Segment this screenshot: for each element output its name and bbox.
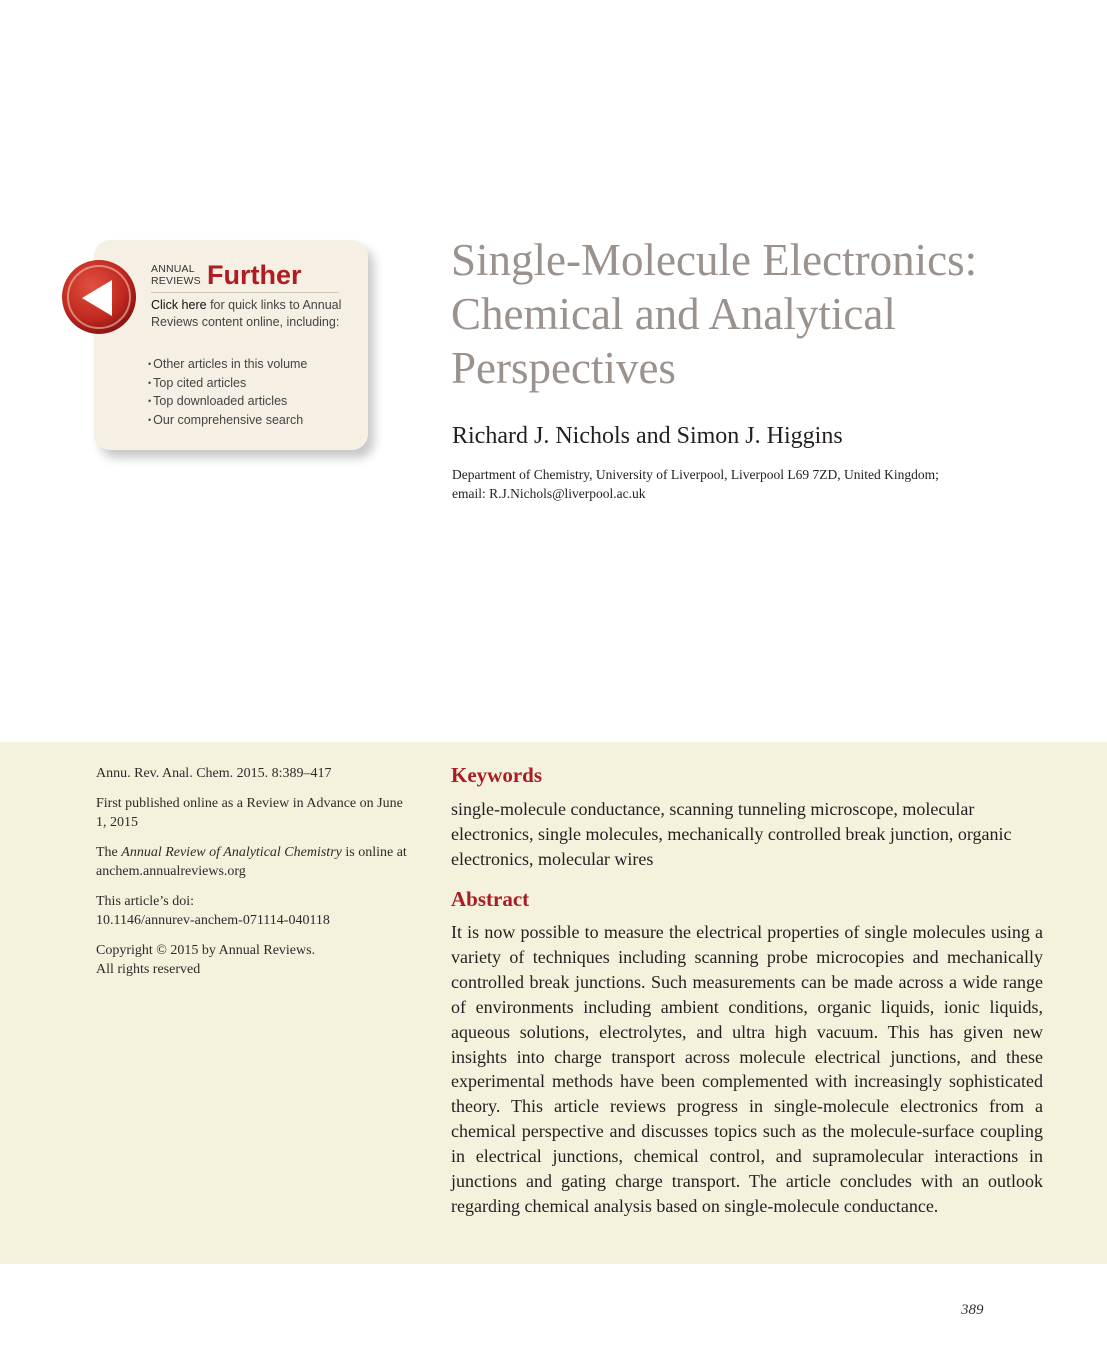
online-note [96,843,416,881]
further-label: Further [207,260,302,290]
further-link-top-cited[interactable]: • Top cited articles [148,375,307,394]
doi-label: This article’s doi: [96,894,194,909]
doi[interactable]: 10.1146/annurev-anchem-071114-040118 [96,913,330,928]
further-description-text: for quick links to Annual Reviews content online, including: [151,298,342,329]
rights: All rights reserved [96,962,201,977]
annual-label: ANNUAL [151,263,195,275]
affiliation [452,465,1052,503]
further-link-search[interactable]: • Our comprehensive search [148,412,307,431]
journal-name: Annual Review of Analytical Chemistry [121,845,342,860]
copyright-block [96,941,416,979]
publication-meta [96,764,416,990]
further-link-other-articles[interactable]: • Other articles in this volume [148,356,307,375]
further-description [151,297,351,331]
online-pre: The [96,845,122,860]
authors: Richard J. Nichols and Simon J. Higgins [452,423,843,449]
reviews-label: REVIEWS [151,275,201,287]
doi-block [96,892,416,930]
article-title: Single-Molecule Electronics: Chemical and Analytical Perspectives [451,235,978,393]
further-link-top-downloaded[interactable]: • Top downloaded articles [148,393,307,412]
further-divider [151,292,339,293]
affiliation-email: email: R.J.Nichols@liverpool.ac.uk [452,486,646,501]
further-links-list [148,356,307,430]
keywords-text: single-molecule conductance, scanning tunneling microscope, molecular electronics, single molecules, mechanically controlled break junction, organic electronics, molecular wires [451,799,1012,869]
online-post: is online at anchem.annualreviews.org [96,845,407,879]
abstract-text: It is now possible to measure the electrical properties of single molecules using a variety of techniques including scanning probe microcopies and mechanically controlled break junctions. Such measurements can be made across a wide range of environments including ambient conditions, organic liquids, ionic liquids, aqueous solutions, electrolytes, and ultra high vacuum. This has given new insights into charge transport across molecule electrical junctions, and these experimental methods have been complemented with increasingly sophisticated theory. This article reviews progress in single-molecule electronics from a chemical perspective and discusses topics such as the molecule-surface coupling in electrical junctions, chemical control, and supramolecular interactions in junctions and gating charge transport. The article concludes with an outlook regarding chemical analysis based on single-molecule conductance. [451,922,1043,1216]
back-arrow-icon[interactable] [60,258,138,336]
page-number: 389 [961,1302,984,1318]
copyright: Copyright © 2015 by Annual Reviews. [96,943,316,958]
abstract-heading: Abstract [451,887,530,911]
citation: Annu. Rev. Anal. Chem. 2015. 8:389–417 [96,766,332,781]
first-published: First published online as a Review in Advance on June 1, 2015 [96,796,403,830]
keywords-heading: Keywords [451,763,542,787]
affiliation-address: Department of Chemistry, University of Liverpool, Liverpool L69 7ZD, United Kingdom; [452,467,939,482]
click-here-link[interactable]: Click here [151,298,207,312]
